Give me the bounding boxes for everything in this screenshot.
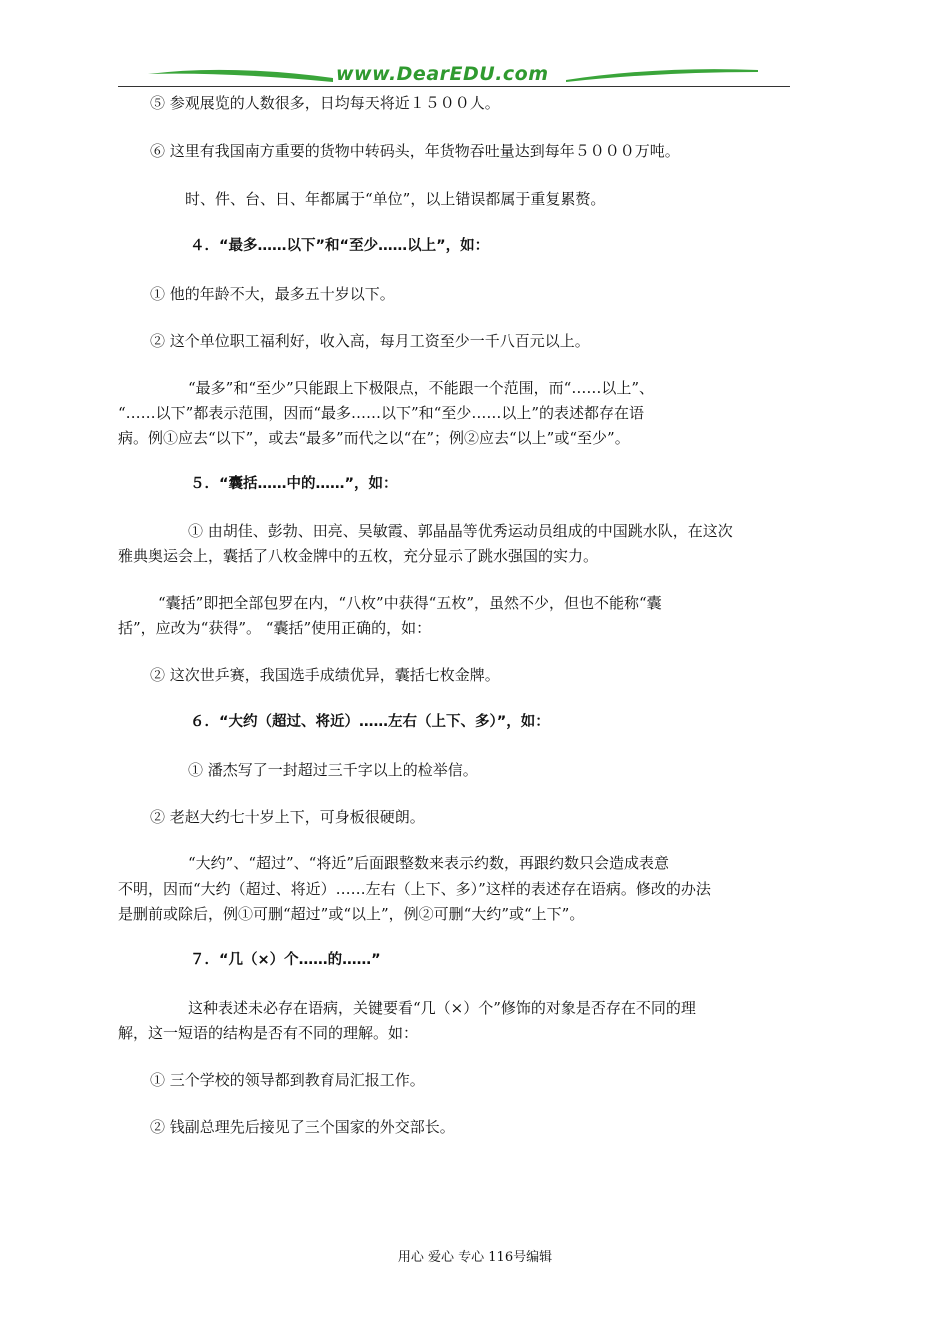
list-item-continued: 雅典奥运会上，囊括了八枚金牌中的五枚，充分显示了跳水强国的实力。 [118,547,599,565]
page-header [118,60,790,90]
section-heading-7: ７．“几（×）个……的……” [190,952,381,968]
section-heading-5: ５．“囊括……中的……”，如： [190,476,398,492]
section-heading-6: ６．“大约（超过、将近）……左右（上下、多）”，如： [190,714,550,730]
list-item: ⑥ 这里有我国南方重要的货物中转码头，年货物吞吐量达到每年５０００万吨。 [150,142,680,160]
list-item: ① 他的年龄不大，最多五十岁以下。 [150,285,395,303]
list-item: ② 这个单位职工福利好，收入高，每月工资至少一千八百元以上。 [150,332,590,350]
paragraph-line: “……以下”都表示范围，因而“最多……以下”和“至少……以上”的表述都存在语 [118,404,645,422]
paragraph-line: “最多”和“至少”只能跟上下极限点，不能跟一个范围，而“……以上”、 [188,379,655,397]
paragraph-line: 是删前或除后，例①可删“超过”或“以上”，例②可删“大约”或“上下”。 [118,905,585,923]
header-divider [118,86,790,87]
list-item: ① 潘杰写了一封超过三千字以上的检举信。 [188,761,478,779]
paragraph-line: 括”，应改为“获得”。 “囊括”使用正确的，如： [118,619,432,637]
paragraph-line: 这种表述未必存在语病，关键要看“几（×）个”修饰的对象是否存在不同的理 [188,999,696,1017]
list-item: ⑤ 参观展览的人数很多，日均每天将近１５００人。 [150,94,500,112]
page-footer: 用心 爱心 专心 116号编辑 [397,1250,553,1265]
paragraph-line: 不明，因而“大约（超过、将近）……左右（上下、多）”这样的表述存在语病。修改的办法 [118,880,711,898]
list-item: ① 三个学校的领导都到教育局汇报工作。 [150,1071,425,1089]
site-logo: www.DearEDU.com [336,63,549,85]
list-item: ② 这次世乒赛，我国选手成绩优异，囊括七枚金牌。 [150,666,500,684]
paragraph-line: “囊括”即把全部包罗在内，“八枚”中获得“五枚”，虽然不少，但也不能称“囊 [158,594,662,612]
paragraph-line: 病。例①应去“以下”，或去“最多”而代之以“在”；例②应去“以上”或“至少”。 [118,429,630,447]
paragraph-line: “大约”、“超过”、“将近”后面跟整数来表示约数，再跟约数只会造成表意 [188,854,670,872]
list-item: ② 钱副总理先后接见了三个国家的外交部长。 [150,1118,455,1136]
list-item: ② 老赵大约七十岁上下，可身板很硬朗。 [150,808,425,826]
section-heading-4: ４．“最多……以下”和“至少……以上”，如： [190,238,490,254]
paragraph: 时、件、台、日、年都属于“单位”，以上错误都属于重复累赘。 [185,190,606,208]
list-item: ① 由胡佳、彭勃、田亮、吴敏霞、郭晶晶等优秀运动员组成的中国跳水队，在这次 [188,522,733,540]
paragraph-line: 解，这一短语的结构是否有不同的理解。如： [118,1024,419,1042]
